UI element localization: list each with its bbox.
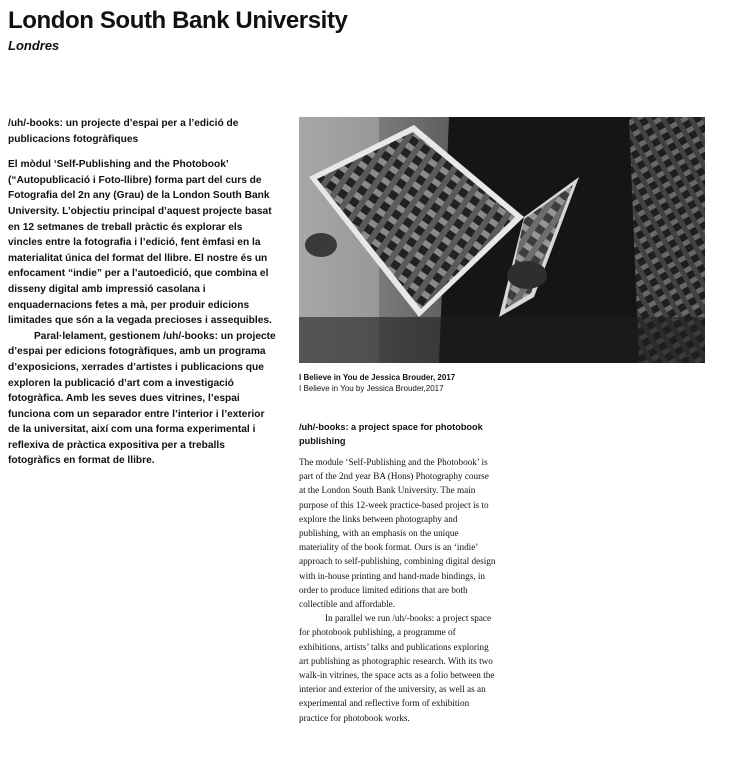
page-subtitle: Londres [8, 38, 60, 53]
photo-person-reading-book [299, 117, 705, 363]
english-paragraph-2: In parallel we run /uh/-books: a project space for photobook publishing, a programme of exhibitions, artists’ talks and publications exploring art publishing as photographic research. With its two walk-in vitrines, the space acts as a folio between the interior and exterior of the university, as well as an experimental and reflective form of exhibition practice for photobook works. [299, 613, 495, 723]
english-text-column [299, 421, 497, 725]
photo-figure [299, 117, 705, 363]
catalan-text-column [8, 116, 278, 469]
english-heading: /uh/-books: a project space for photobook publishing [299, 422, 483, 446]
photo-caption-catalan: I Believe in You de Jessica Brouder, 2017 [299, 373, 456, 382]
catalan-paragraph-1: El mòdul ‘Self-Publishing and the Photobook’ (“Autopublicació i Foto-llibre) forma part del curs de Fotografia del 2n any (Grau) de la London South Bank University. L’objectiu principal d’aquest projecte basat en 12 setmanes de treball pràctic és explorar els vincles entre la fotografia i l’edició, fent èmfasi en la materialitat única del format del llibre. El nostre és un enfocament “indie” per a l’autoedició, que combina el disseny digital amb impressió casolana i enquadernacions fetes a mà, per produir edicions limitades que són a la vegada precioses i assequibles. [8, 159, 272, 327]
catalan-heading: /uh/-books: un projecte d’espai per a l’edició de publicacions fotogràfiques [8, 118, 239, 145]
photo-caption-english: I Believe in You by Jessica Brouder,2017 [299, 384, 444, 393]
english-paragraph-1: The module ‘Self-Publishing and the Photobook’ is part of the 2nd year BA (Hons) Photography course at the London South Bank University. The main purpose of this 12-week practice-based project is to explore the links between photography and publishing, with an emphasis on the unique materiality of the book format. Ours is an ‘indie’ approach to self-publishing, combining digital design with in-house printing and hand-made bindings, in order to produce limited editions that are both collectible and affordable. [299, 457, 496, 610]
catalan-paragraph-2: Paral·lelament, gestionem /uh/-books: un projecte d’espai per edicions fotogràfiques, amb un programa d’exposicions, xerrades d’artistes i publicacions que exploren la publicació d’art com a investigació fotogràfica. Amb les seves dues vitrines, l’espai funciona com un separador entre l’interior i l’exterior de la universitat, així com una forma experimental i reflexiva de pràctica expositiva per a treballs fotogràfics en format de llibre. [8, 330, 276, 467]
page-title: London South Bank University [8, 7, 348, 34]
